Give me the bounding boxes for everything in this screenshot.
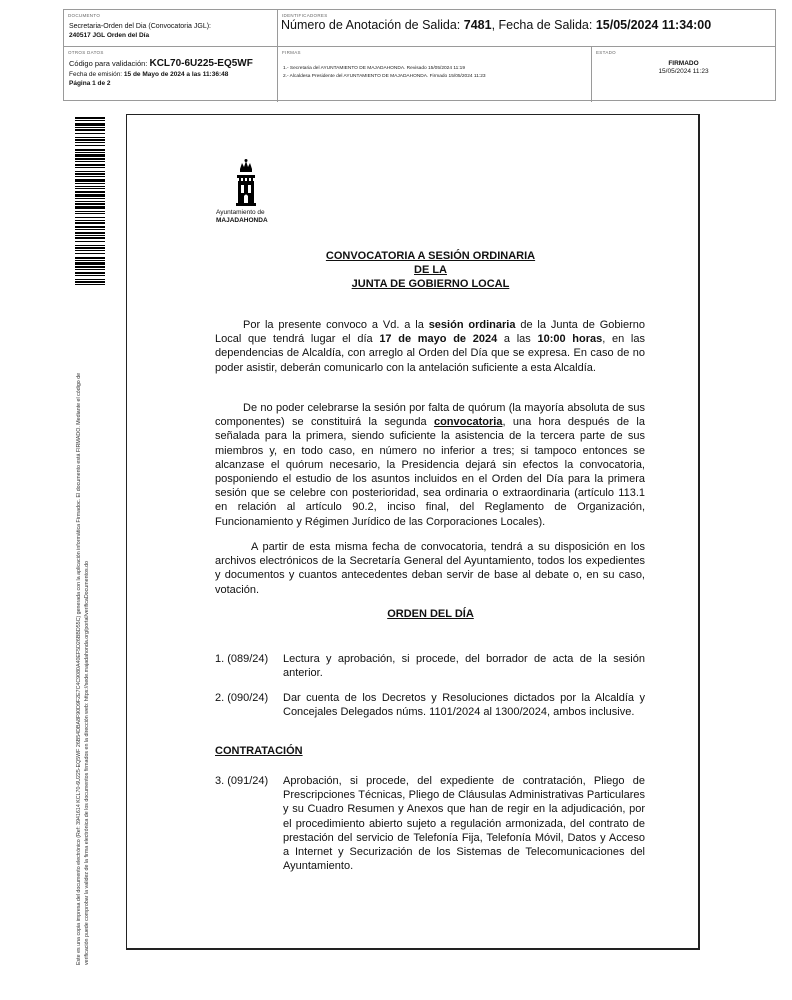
header-estado-cell (592, 47, 775, 102)
paragraph-quorum: De no poder celebrarse la sesión por falta de quórum (la mayoría absoluta de sus componentes) se constituirá la segunda convocatoria, una hora después de la señalada para la primera, siendo suficiente la asistencia de la tercera parte de sus miembros y, en todo caso, en número no inferior a tres; si tampoco entonces se alcanzase el quórum necesario, la Presidencia dejará sin efectos la convocatoria, posponiendo el estudio de los asuntos incluidos en el Orden del Día para la primera sesión que se celebre con posterioridad, sea ordinaria o extraordinaria (artículo 113.1 en relación al artículo 90.2, inciso final, del Reglamento de Organización, Funcionamiento y Régimen Jurídico de las Corporaciones Locales). (215, 402, 645, 528)
item-text: Lectura y aprobación, si procede, del borrador de acta de la sesión anterior. (283, 653, 645, 680)
identificadores-label: IDENTIFICADORES (282, 13, 328, 18)
num-prefix: Número de Anotación de Salida: (281, 18, 464, 32)
item-text: Aprobación, si procede, del expediente de contratación, Pliego de Prescripciones Técnicas, Pliego de Cláusulas Administrativas Particulares y su Cuadro Resumen y Anexos que han de regir en la adjudicación, por el procedimiento abierto sujeto a regulación armonizada, del contrato de prestación del servicio de Telefonía Fija, Telefonía Móvil, Datos y Acceso a Internet y Securización de los Sistemas de Telecomunicaciones del Ayuntamiento. (283, 775, 645, 873)
documento-name: Secretaria-Orden del Dia (Convocatoria JGL): (69, 23, 212, 30)
fecha-prefix: , Fecha de Salida: (491, 18, 596, 32)
firma-2: 2.- Alcaldesa Presidente del AYUNTAMIENTO DE MAJADAHONDA. Firmado 15/05/2024 11:23 (283, 74, 486, 79)
header-firmas-cell (278, 47, 592, 102)
logo-text-2: MAJADAHONDA (216, 217, 268, 224)
header-documento-cell (64, 10, 278, 47)
title-line-1: CONVOCATORIA A SESIÓN ORDINARIA (325, 250, 536, 262)
emision-prefix: Fecha de emisión: (69, 71, 124, 78)
num-value: 7481 (463, 18, 492, 32)
emision-value: 15 de Mayo de 2024 a las 11:36:48 (123, 71, 229, 78)
fecha-value: 15/05/2024 11:34:00 (595, 18, 712, 32)
header-otros-cell (64, 47, 278, 102)
paragraph-convocatoria: Por la presente convoco a Vd. a la sesión ordinaria de la Junta de Gobierno Local que tendrá lugar el día 17 de mayo de 2024 a las 10:00 horas, en las dependencias de Alcaldía, con arreglo al Orden del Día que se expresa. En caso de no poder asistir, deberán comunicarlo con la antelación suficiente a esta Alcaldía. (215, 319, 645, 374)
otros-label: OTROS DATOS (68, 50, 104, 55)
codigo-value: KCL70-6U225-EQ5WF (149, 58, 253, 69)
logo-text-1: Ayuntamiento de (216, 209, 265, 216)
firma-1: 1.- Secretaria del AYUNTAMIENTO DE MAJADAHONDA. Revisado 15/05/2024 11:19 (283, 66, 465, 71)
paragraph-documentacion: A partir de esta misma fecha de convocatoria, tendrá a su disposición en los archivos electrónicos de la Secretaría General del Ayuntamiento, todos los expedientes y documentos y cuantos antecedentes deban servir de base al debate o, en su caso, votación. (215, 541, 645, 596)
barcode-bar (75, 285, 105, 287)
firmas-label: FIRMAS (282, 50, 301, 55)
estado-status: FIRMADO (668, 60, 699, 67)
barcode (75, 117, 105, 287)
title-line-2: DE LA (414, 264, 447, 276)
item-number: 3. (091/24) (215, 775, 269, 787)
item-number: 1. (089/24) (215, 653, 269, 665)
contratacion-heading: CONTRATACIÓN (215, 745, 303, 757)
item-number: 2. (090/24) (215, 692, 269, 704)
estado-label: ESTADO (596, 50, 616, 55)
anotacion-salida (281, 18, 761, 32)
item-text: Dar cuenta de los Decretos y Resoluciones dictados por la Alcaldía y Concejales Delegados núms. 1101/2024 al 1300/2024, ambos inclusive. (283, 692, 645, 719)
title-line-3: JUNTA DE GOBIERNO LOCAL (351, 278, 510, 290)
codigo-prefix: Código para validación: (69, 59, 150, 68)
header-identificadores-cell (278, 10, 775, 47)
side-text-line-2: verificación puede comprobar la validez de la firma electrónica de los documentos firmados en la dirección web: https://sede.majadahonda.org/portal/verificaDocumentos.do (83, 561, 90, 965)
crown-tower-icon (234, 159, 258, 207)
orden-del-dia-heading: ORDEN DEL DÍA (387, 608, 474, 620)
document-header (63, 9, 776, 101)
codigo-validacion (69, 58, 253, 69)
documento-subtitle: 240517 JGL Orden del Día (69, 32, 150, 39)
side-text-line-1: Este es una copia impresa del documento electrónico (Ref: 3941614 KCL70-6U225-EQ5WF 26B54DBA8F90D9F2E7C4C9080A40EF5D26BBD55C) generada con la aplicación informática Firmadoc. El documento está FIRMADO. Mediante el código de (76, 372, 82, 965)
fecha-emision (69, 71, 228, 78)
pagina-indicator: Página 1 de 2 (69, 80, 111, 87)
estado-date: 15/05/2024 11:23 (658, 68, 709, 75)
municipal-logo (216, 159, 278, 224)
documento-label: DOCUMENTO (68, 13, 101, 18)
